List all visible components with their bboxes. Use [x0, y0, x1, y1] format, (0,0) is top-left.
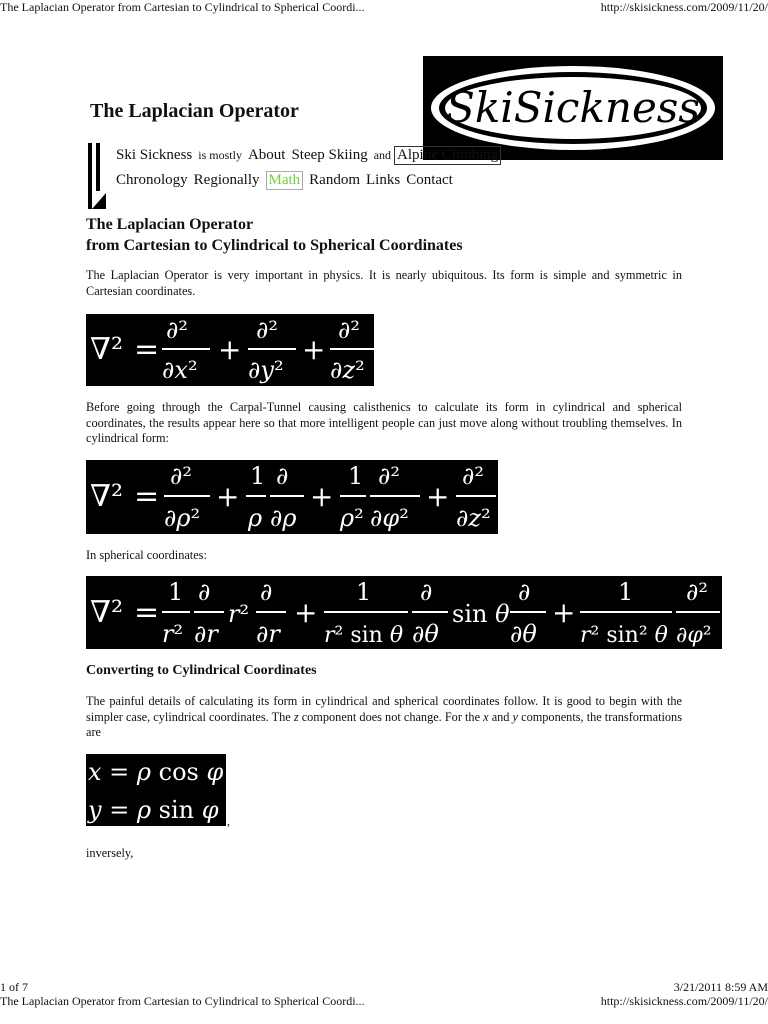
svg-text:∂z²: ∂z²: [330, 356, 365, 384]
svg-text:∂: ∂: [420, 578, 433, 606]
svg-text:∂r: ∂r: [194, 620, 218, 648]
equation-transforms: [86, 754, 226, 826]
footer-title: The Laplacian Operator from Cartesian to Cylindrical to Spherical Coordi...: [0, 994, 365, 1008]
print-header-title: The Laplacian Operator from Cartesian to Cylindrical to Spherical Coordi...: [0, 0, 365, 14]
nav-line-1: [116, 146, 507, 165]
svg-text:=: =: [134, 479, 160, 514]
heading-line-2: from Cartesian to Cylindrical to Spherical Coordinates: [86, 237, 463, 254]
svg-text:∂y²: ∂y²: [248, 356, 284, 384]
svg-text:+: +: [294, 596, 318, 629]
svg-text:∂²: ∂²: [378, 462, 401, 490]
svg-text:∂ρ²: ∂ρ²: [164, 504, 201, 532]
page-count: 1 of 7: [0, 980, 28, 994]
nav-link-regionally[interactable]: Regionally: [193, 172, 260, 188]
transform-comma: ,: [227, 814, 230, 828]
equation-spherical: [86, 576, 722, 649]
section-subheading: Converting to Cylindrical Coordinates: [86, 663, 317, 678]
svg-text:∂z²: ∂z²: [456, 504, 491, 532]
nav-link-contact[interactable]: Contact: [406, 172, 453, 188]
svg-text:1: 1: [348, 462, 364, 490]
svg-text:∇²: ∇²: [90, 479, 123, 514]
svg-text:∂θ: ∂θ: [510, 620, 537, 648]
transformation-paragraph: The painful details of calculating its form in cylindrical and spherical coordinates follow. It is good to begin with the simpler case, cylindrical coordinates. The z component does not change. For the x and y components, the transformations are: [86, 694, 682, 739]
svg-text:+: +: [302, 333, 326, 366]
svg-text:∂²: ∂²: [256, 316, 279, 344]
svg-text:r² sin² θ: r² sin² θ: [580, 623, 668, 648]
svg-text:1: 1: [356, 578, 372, 606]
svg-text:r²: r²: [162, 620, 184, 648]
svg-text:∂²: ∂²: [166, 316, 189, 344]
svg-text:∂²: ∂²: [338, 316, 361, 344]
spherical-intro-paragraph: In spherical coordinates:: [86, 548, 207, 562]
svg-text:r²: r²: [228, 600, 250, 628]
footer-url: http://skisickness.com/2009/11/20/: [600, 994, 768, 1008]
svg-text:+: +: [310, 480, 334, 513]
svg-text:+: +: [552, 596, 576, 629]
svg-text:∂r: ∂r: [256, 620, 280, 648]
equation-cylindrical: [86, 460, 498, 534]
svg-text:1: 1: [168, 578, 184, 606]
site-logo[interactable]: [423, 56, 723, 160]
svg-text:∂²: ∂²: [686, 578, 709, 606]
intro-paragraph: The Laplacian Operator is very important in physics. It is nearly ubiquitous. Its form is simple and symmetric in Cartesian coordinates.: [86, 268, 682, 298]
cylindrical-intro-paragraph: Before going through the Carpal-Tunnel causing calisthenics to calculate its form in cylindrical and spherical coordinates, the results appear here so that more intelligent people can just move along without troubling themselves. In cylindrical form:: [86, 400, 682, 445]
svg-text:∂: ∂: [198, 578, 211, 606]
page-title: The Laplacian Operator: [90, 100, 299, 122]
heading-line-1: The Laplacian Operator: [86, 216, 254, 233]
svg-text:1: 1: [618, 578, 634, 606]
nav-link-math[interactable]: Math: [266, 171, 304, 190]
nav-decoration: [88, 143, 106, 209]
svg-text:r² sin θ: r² sin θ: [324, 623, 404, 648]
nav-link-alpine-climbing[interactable]: Alpine Climbing: [394, 146, 501, 165]
variable-symbol: z: [293, 709, 299, 724]
svg-text:ρ: ρ: [248, 504, 263, 532]
nav-link-about[interactable]: About: [247, 147, 286, 163]
svg-text:∂φ²: ∂φ²: [370, 504, 409, 532]
logo-lettering: SkiSickness: [446, 83, 700, 132]
inversely-paragraph: inversely,: [86, 846, 134, 860]
svg-text:∇²: ∇²: [90, 595, 123, 630]
svg-text:+: +: [218, 333, 242, 366]
svg-text:∂²: ∂²: [170, 462, 193, 490]
svg-text:y = ρ sin φ: y = ρ sin φ: [88, 796, 219, 824]
article-heading: [86, 214, 706, 256]
svg-text:sin θ: sin θ: [452, 600, 510, 628]
svg-text:+: +: [216, 480, 240, 513]
svg-text:+: +: [426, 480, 450, 513]
svg-text:∂²: ∂²: [462, 462, 485, 490]
variable-symbol: x: [483, 709, 489, 724]
nav-link-chronology[interactable]: Chronology: [116, 172, 188, 188]
svg-text:∂φ²: ∂φ²: [676, 623, 712, 648]
svg-text:x = ρ cos φ: x = ρ cos φ: [88, 758, 224, 786]
svg-text:∂: ∂: [518, 578, 531, 606]
nav-connector-text: is mostly: [198, 148, 242, 162]
svg-text:=: =: [134, 595, 160, 630]
svg-text:∂: ∂: [276, 462, 289, 490]
variable-symbol: y: [512, 709, 519, 724]
print-timestamp: 3/21/2011 8:59 AM: [673, 980, 768, 994]
svg-text:=: =: [134, 332, 160, 367]
svg-text:∂ρ: ∂ρ: [270, 504, 297, 532]
svg-text:ρ²: ρ²: [340, 504, 364, 532]
svg-text:∂: ∂: [260, 578, 273, 606]
nav-link-random[interactable]: Random: [309, 172, 361, 188]
svg-text:1: 1: [250, 462, 266, 490]
nav-connector-text: and: [373, 148, 392, 162]
nav-link-ski-sickness[interactable]: Ski Sickness: [116, 147, 193, 163]
nav-link-links[interactable]: Links: [366, 172, 401, 188]
print-header-url: http://skisickness.com/2009/11/20/: [600, 0, 768, 14]
svg-text:∂θ: ∂θ: [412, 620, 439, 648]
equation-cartesian: [86, 314, 374, 386]
nav-line-2: [116, 171, 459, 190]
nav-link-steep-skiing[interactable]: Steep Skiing: [291, 147, 368, 163]
svg-text:∂x²: ∂x²: [162, 356, 198, 384]
svg-text:∇²: ∇²: [90, 332, 123, 367]
